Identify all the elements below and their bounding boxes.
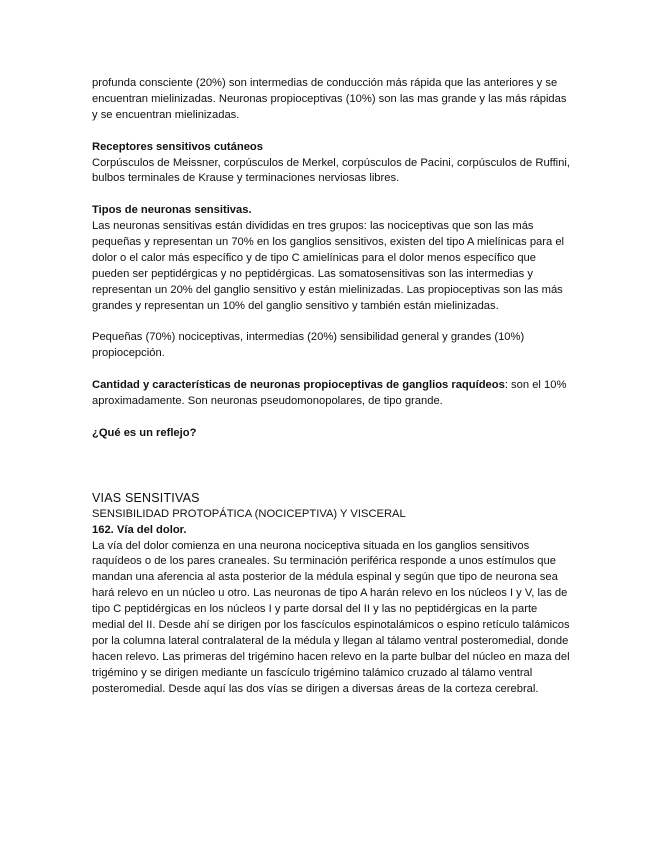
document-body: [92, 76, 572, 698]
heading-cantidad: Cantidad y características de neuronas propioceptivas de ganglios raquídeos: [92, 379, 505, 392]
paragraph-pequenas: Pequeñas (70%) nociceptivas, intermedias (20%) sensibilidad general y grandes (10%) propiocepción.: [92, 331, 525, 360]
heading-sensibilidad: SENSIBILIDAD PROTOPÁTICA (NOCICEPTIVA) Y VISCERAL: [92, 507, 406, 520]
heading-via-dolor: 162. Vía del dolor.: [92, 523, 187, 536]
paragraph-intro: profunda consciente (20%) son intermedias de conducción más rápida que las anteriores y se encuentran mielinizadas. Neuronas propioceptivas (10%) son las mas grande y las más rápidas y se encuentran mielinizadas.: [92, 77, 567, 121]
spacer: [92, 442, 572, 490]
paragraph-cantidad: [92, 378, 572, 410]
paragraph-via-dolor: La vía del dolor comienza en una neurona nociceptiva situada en los ganglios sensitivos raquídeos o de los pares craneales. Su terminación periférica responde a unos estímulos que mandan una aferencia al asta posterior de la médula espinal y según que tipo de neurona sea hará relevo en un núcleo u otro. Las neuronas de tipo A harán relevo en los núcleos I y V, las de tipo C peptidérgicas en los núcleos I y parte dorsal del II y las no peptidérgicas en la parte medial del II. Desde ahí se dirigen por los fascículos espinotalámicos o espino retículo talámicos por la columna lateral contralateral de la médula y llegan al tálamo ventral posteromedial, donde hacen relevo. Las primeras del trigémino hacen relevo en la parte bulbar del núcleo en maza del trigémino y se dirigen mediante un fascículo trigémino talámico cruzado al tálamo ventral posteromedial. Desde aquí las dos vías se dirigen a diversas áreas de la corteza cerebral.: [92, 539, 570, 695]
paragraph-tipos: Las neuronas sensitivas están divididas en tres grupos: las nociceptivas que son las más pequeñas y representan un 70% en los ganglios sensitivos, existen del tipo A mielínicas para el dolor o el calor más específico y de tipo C amielínicas para el dolor menos específico que pueden ser peptidérgicas y no peptidérgicas. Las somatosensitivas son las intermedias y representan un 20% del ganglio sensitivo y están mielinizadas. Las propioceptivas son las más grandes y representan un 10% del ganglio sensitivo y también están mielinizadas.: [92, 220, 565, 312]
text-cantidad: : son el 10% aproximadamente. Son neuronas pseudomonopolares, de tipo grande.: [92, 379, 567, 408]
heading-vias-sensitivas: VIAS SENSITIVAS: [92, 490, 200, 505]
spacer: [92, 362, 572, 378]
heading-reflejo: ¿Qué es un reflejo?: [92, 426, 197, 439]
spacer: [92, 410, 572, 426]
spacer: [92, 315, 572, 331]
heading-receptores: Receptores sensitivos cutáneos: [92, 140, 263, 153]
spacer: [92, 187, 572, 203]
spacer: [92, 124, 572, 140]
paragraph-receptores: Corpúsculos de Meissner, corpúsculos de Merkel, corpúsculos de Pacini, corpúsculos de Ruffini, bulbos terminales de Krause y terminaciones nerviosas libres.: [92, 156, 570, 185]
heading-tipos: Tipos de neuronas sensitivas.: [92, 204, 252, 217]
